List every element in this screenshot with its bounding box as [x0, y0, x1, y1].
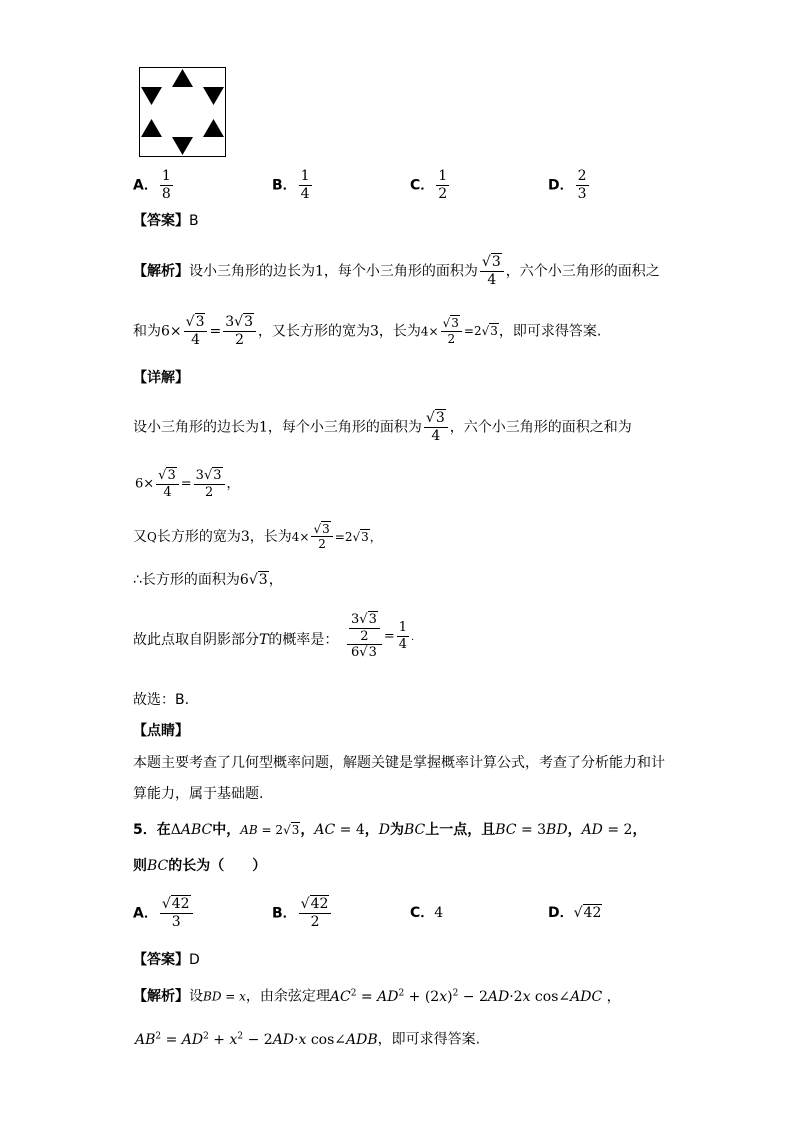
value: 3 [240, 528, 250, 545]
text: 设小三角形的边长为 [133, 419, 259, 436]
text: ，即可求得答案. [377, 1031, 481, 1048]
q4-choose: 故选：B. [133, 692, 190, 708]
answer-value: D [189, 952, 200, 968]
q4-option-c[interactable] [410, 168, 451, 203]
text: ，即可求得答案. [498, 323, 602, 340]
denominator: 2 [310, 913, 320, 930]
fraction: $\frac{√42}{3}$ [160, 896, 193, 931]
text: ∴长方形的面积为 [133, 572, 240, 588]
shaded-triangle-bottom [172, 137, 193, 155]
option-label: B． [272, 177, 297, 194]
option-label: C． [410, 177, 435, 194]
analysis-tag: 【解析】 [133, 263, 189, 280]
q4-option-d[interactable] [548, 168, 591, 203]
text: ，六个小三角形的面积之和为 [449, 419, 632, 436]
option-label: C． [410, 905, 435, 921]
shaded-triangle-top [172, 69, 193, 87]
fraction: $\frac{√3}{4}$ [480, 254, 504, 289]
text: ，每个小三角形的面积为 [267, 419, 422, 436]
radicand: 3 [491, 254, 501, 270]
radicand: 42 [171, 896, 190, 912]
value: 1 [315, 263, 324, 280]
shaded-triangle-upper-left [141, 87, 162, 105]
denominator: 8 [161, 185, 171, 202]
text: 和为 [133, 323, 161, 340]
text: 设小三角形的边长为 [189, 263, 315, 280]
denominator: 2 [438, 185, 448, 202]
q4-answer [133, 214, 199, 228]
text: ， [364, 822, 379, 838]
fraction: $\frac{√3}{4}$ [156, 468, 179, 500]
fraction [299, 168, 312, 203]
q5-option-c[interactable] [410, 906, 443, 920]
option-value: 4 [434, 905, 444, 921]
q5-option-b[interactable] [272, 896, 333, 931]
text: 的长为（ ） [168, 858, 267, 874]
q5-analysis-line2: $AB^2 = AD^2 + x^2 - 2AD\cdot x$ cos∠ADB，即可求得答案. [135, 1031, 481, 1048]
fraction: $\frac{3√3}{2}$ [194, 468, 225, 500]
fraction [576, 168, 589, 203]
shaded-triangle-lower-left [141, 119, 162, 137]
fraction: $\frac{√3}{4}$ [184, 314, 208, 349]
q4-point-line1: 本题主要考查了几何型概率问题，解题关键是掌握概率计算公式，考查了分析能力和计 [133, 755, 665, 771]
text: 上一点，且 [425, 822, 496, 838]
fraction: $\frac{√3}{4}$ [424, 410, 448, 445]
analysis-tag: 【解析】 [133, 988, 189, 1005]
option-label: A． [133, 905, 158, 922]
fraction: $\frac{3√3}{2}$ [223, 314, 256, 349]
q4-option-b[interactable] [272, 168, 314, 203]
q5-answer [133, 953, 200, 967]
text: 则 [133, 858, 147, 874]
text: 中， [212, 822, 241, 838]
q4-point-line2: 算能力，属于基础题. [133, 786, 264, 802]
question-number: 5．在 [133, 822, 171, 838]
complex-fraction: $\frac{\frac{3√3}{2}}{6√3}$ [347, 612, 382, 661]
text: ，每个小三角形的面积为 [323, 263, 478, 280]
q4-analysis-line2: 和为6× $\frac{√3}{4}$ = $\frac{3√3}{2}$ ，又长方形的宽为3，长为4× $\frac{√3}{2}$ =2√3，即可求得答案. [133, 314, 602, 348]
q4-detail-tag: 【详解】 [133, 370, 189, 386]
text: ，长为 [378, 323, 421, 340]
denominator: 3 [577, 185, 587, 202]
q4-detail-line5 [133, 625, 339, 648]
text: ， [300, 822, 315, 838]
shaded-triangle-upper-right [203, 87, 224, 105]
q4-detail-line3: 又Q长方形的宽为3，长为4× $\frac{√3}{2}$ =2√3， [133, 522, 382, 552]
q4-detail-line1 [133, 410, 632, 445]
radicand: 42 [583, 905, 602, 921]
text: ，又长方形的宽为 [257, 323, 370, 340]
fraction [436, 168, 449, 203]
text: 又 [133, 528, 147, 545]
shaded-triangle-lower-right [203, 119, 224, 137]
q5-analysis-line1: 【解析】设BD = x，由余弦定理$AC^2 = AD^2 + (2x)^2 - 2AD\cdot 2x$ cos∠ADC ， [133, 988, 621, 1005]
value: 3 [369, 323, 379, 340]
text: 设 [189, 988, 203, 1005]
fraction: $\frac{√42}{2}$ [299, 896, 332, 931]
text: ，由余弦定理 [245, 988, 330, 1005]
q4-detail-line2: 6× $\frac{√3}{4}$ = $\frac{3√3}{2}$ ， [135, 468, 240, 500]
numerator: 1 [161, 168, 171, 184]
q4-probability-expression: $\frac{\frac{3√3}{2}}{6√3}$ = $\frac{1}{4}$ . [345, 612, 414, 661]
fraction: $\frac{√3}{2}$ [311, 522, 332, 552]
star-of-david-figure [139, 67, 226, 157]
denominator: 4 [300, 185, 310, 202]
option-label: D． [548, 905, 574, 921]
text: 长方形的宽为 [156, 528, 241, 545]
answer-value: B [189, 213, 199, 229]
q4-analysis-line1 [133, 254, 660, 289]
text: ， [567, 822, 582, 838]
text: ， [632, 822, 647, 838]
fraction [160, 168, 173, 203]
text: 为 [389, 822, 404, 838]
numerator: 1 [438, 168, 448, 184]
option-label: A． [133, 177, 158, 194]
q5-title-line1: 5．在ΔABC中，AB = 2√3，AC = 4，D为BC上一点，且BC = 3BD，AD = 2， [133, 822, 647, 838]
q5-option-a[interactable] [133, 896, 195, 931]
answer-tag: 【答案】 [133, 952, 189, 968]
numerator: 2 [577, 168, 587, 184]
q4-option-a[interactable] [133, 168, 175, 203]
fraction: $\frac{√3}{2}$ [441, 316, 462, 346]
text: ，长为 [249, 528, 292, 545]
q5-option-d[interactable]: D．√42 [548, 905, 602, 921]
q5-title-line2: 则BC的长为（ ） [133, 858, 267, 874]
text: 故此点取自阴影部分 [133, 632, 259, 648]
radicand: 42 [310, 896, 329, 912]
fraction: $\frac{1}{4}$ [398, 620, 408, 652]
option-label: B． [272, 905, 297, 922]
option-label: D． [548, 177, 574, 194]
value: 1 [259, 419, 268, 436]
denominator: 3 [171, 913, 181, 930]
because-symbol: Q [147, 529, 157, 544]
answer-tag: 【答案】 [133, 213, 189, 229]
numerator: 1 [300, 168, 310, 184]
q4-detail-line4: ∴长方形的面积为6√3， [133, 572, 283, 588]
text: 的概率是： [268, 632, 339, 648]
q4-point-tag: 【点睛】 [133, 723, 189, 739]
text: ，六个小三角形的面积之 [505, 263, 660, 280]
region-label: T [259, 632, 269, 648]
